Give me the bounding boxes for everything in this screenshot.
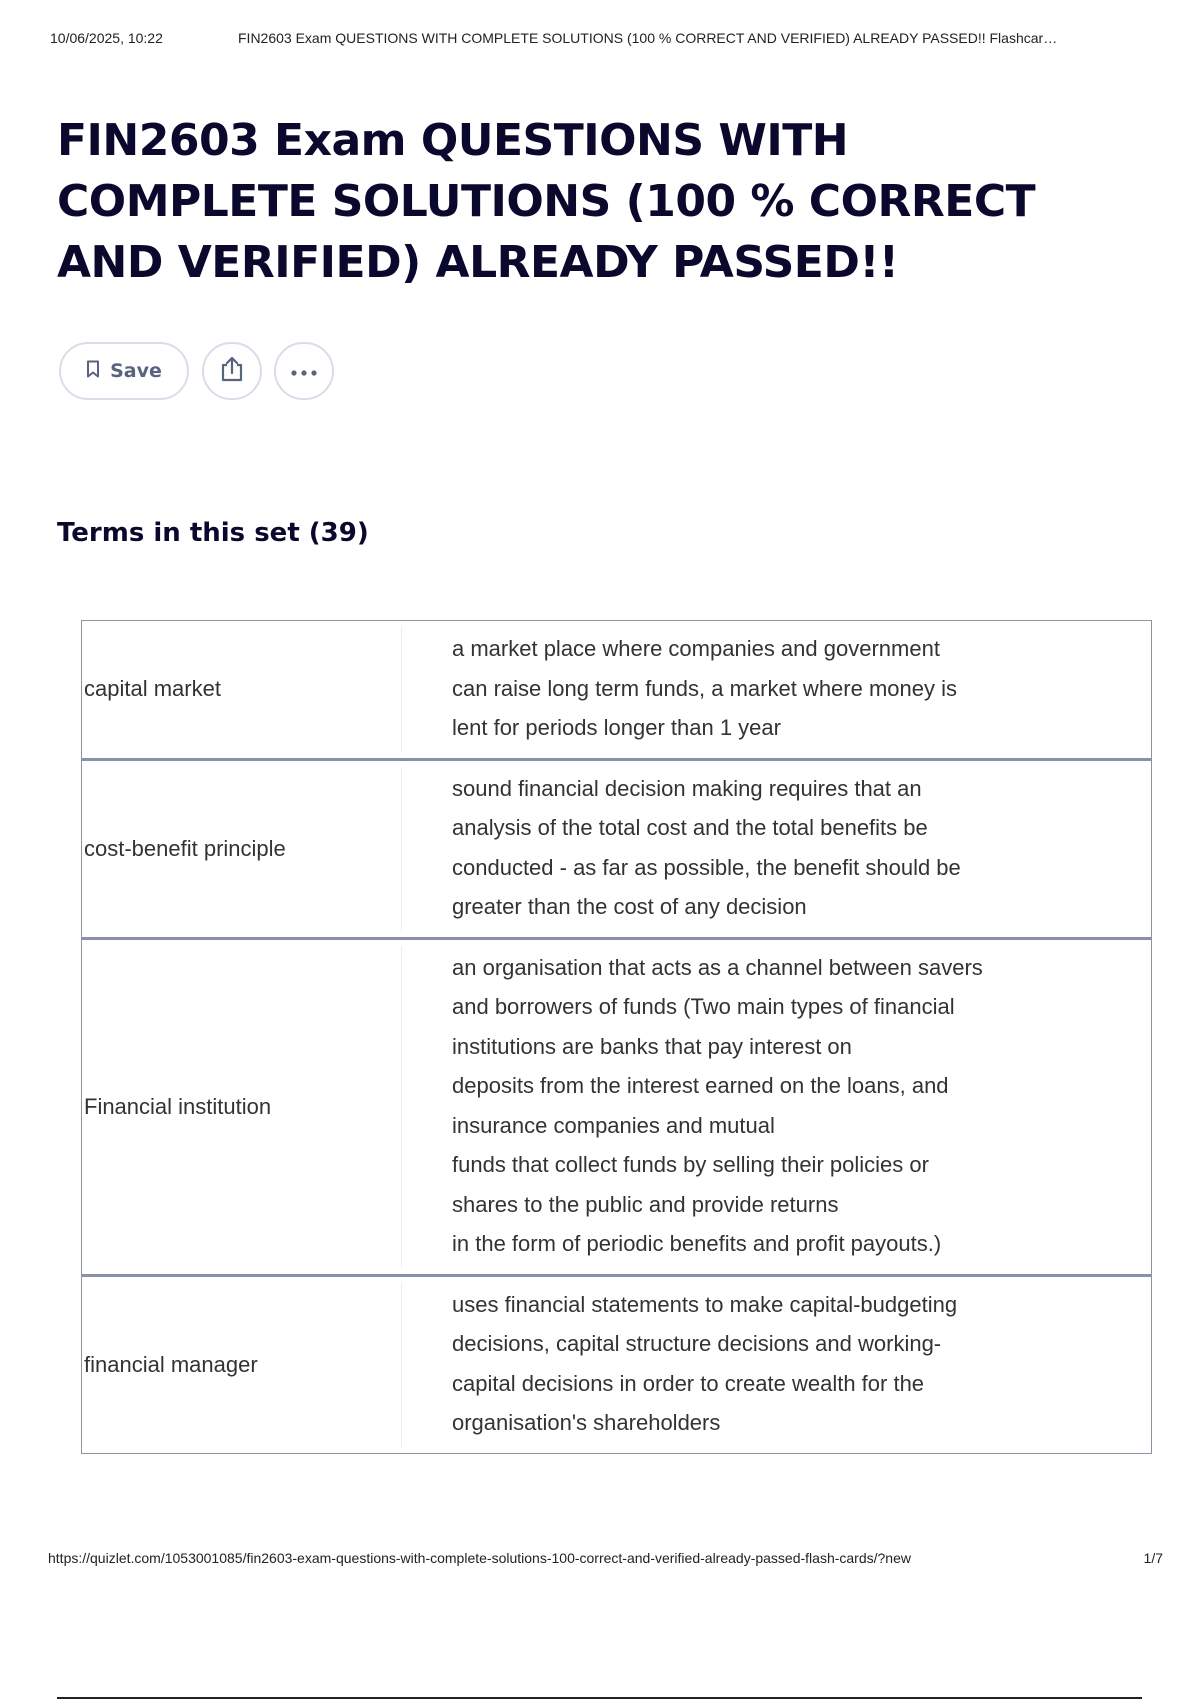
definition-line: uses financial statements to make capital-budgeting [452,1291,958,1317]
page-url: https://quizlet.com/1053001085/fin2603-exam-questions-with-complete-solutions-100-correct-and-verified-already-passed-flash-cards/?new [48,1550,911,1566]
term-cell: cost-benefit principle [82,767,402,931]
terms-table [81,620,1152,1454]
definition-line: conducted - as far as possible, the benefit should be [452,854,961,880]
definition-line: insurance companies and mutual [452,1112,775,1138]
definition-line: in the form of periodic benefits and profit payouts.) [452,1231,942,1256]
table-row [82,761,1151,940]
definition-line: and borrowers of funds (Two main types of financial [452,994,955,1019]
save-button-label: Save [110,360,162,382]
definition-cell [402,1277,1151,1453]
print-date: 10/06/2025, 10:22 [50,30,163,46]
print-document-title: FIN2603 Exam QUESTIONS WITH COMPLETE SOLUTIONS (100 % CORRECT AND VERIFIED) ALREADY PASSED!! Flashcar… [238,30,1058,46]
table-row [82,940,1151,1277]
more-options-button[interactable] [274,342,334,400]
more-horizontal-icon [290,360,318,382]
save-button[interactable] [59,342,189,400]
print-footer [48,1550,1190,1566]
term-cell: Financial institution [82,946,402,1268]
definition-line: lent for periods longer than 1 year [452,715,781,740]
page-title: FIN2603 Exam QUESTIONS WITH COMPLETE SOLUTIONS (100 % CORRECT AND VERIFIED) ALREADY PASSED!! [57,115,1036,288]
bookmark-icon [86,360,100,383]
definition-line: shares to the public and provide returns [452,1191,839,1217]
term-cell: financial manager [82,1283,402,1447]
definition-line: an organisation that acts as a channel between savers [452,954,983,980]
page-number: 1/7 [1143,1550,1163,1566]
definition-line: greater than the cost of any decision [452,894,807,919]
divider [57,1697,1142,1699]
definition-cell [402,761,1151,937]
definition-cell [402,621,1151,758]
definition-line: sound financial decision making requires that an [452,775,922,801]
table-row [82,1277,1151,1453]
definition-line: institutions are banks that pay interest on [452,1033,852,1059]
table-row [82,621,1151,761]
definition-line: decisions, capital structure decisions and working- [452,1331,942,1356]
share-icon [219,355,245,388]
share-button[interactable] [202,342,262,400]
definition-cell [402,940,1151,1274]
print-header [50,30,1190,50]
definition-line: capital decisions in order to create wealth for the [452,1370,925,1396]
definition-line: a market place where companies and government [452,636,940,661]
definition-line: organisation's shareholders [452,1410,721,1435]
definition-line: can raise long term funds, a market where money is [452,675,958,701]
definition-line: deposits from the interest earned on the loans, and [452,1073,949,1098]
definition-line: analysis of the total cost and the total benefits be [452,815,928,840]
terms-heading: Terms in this set (39) [57,518,369,548]
term-cell: capital market [82,627,402,752]
definition-line: funds that collect funds by selling their policies or [452,1152,929,1177]
